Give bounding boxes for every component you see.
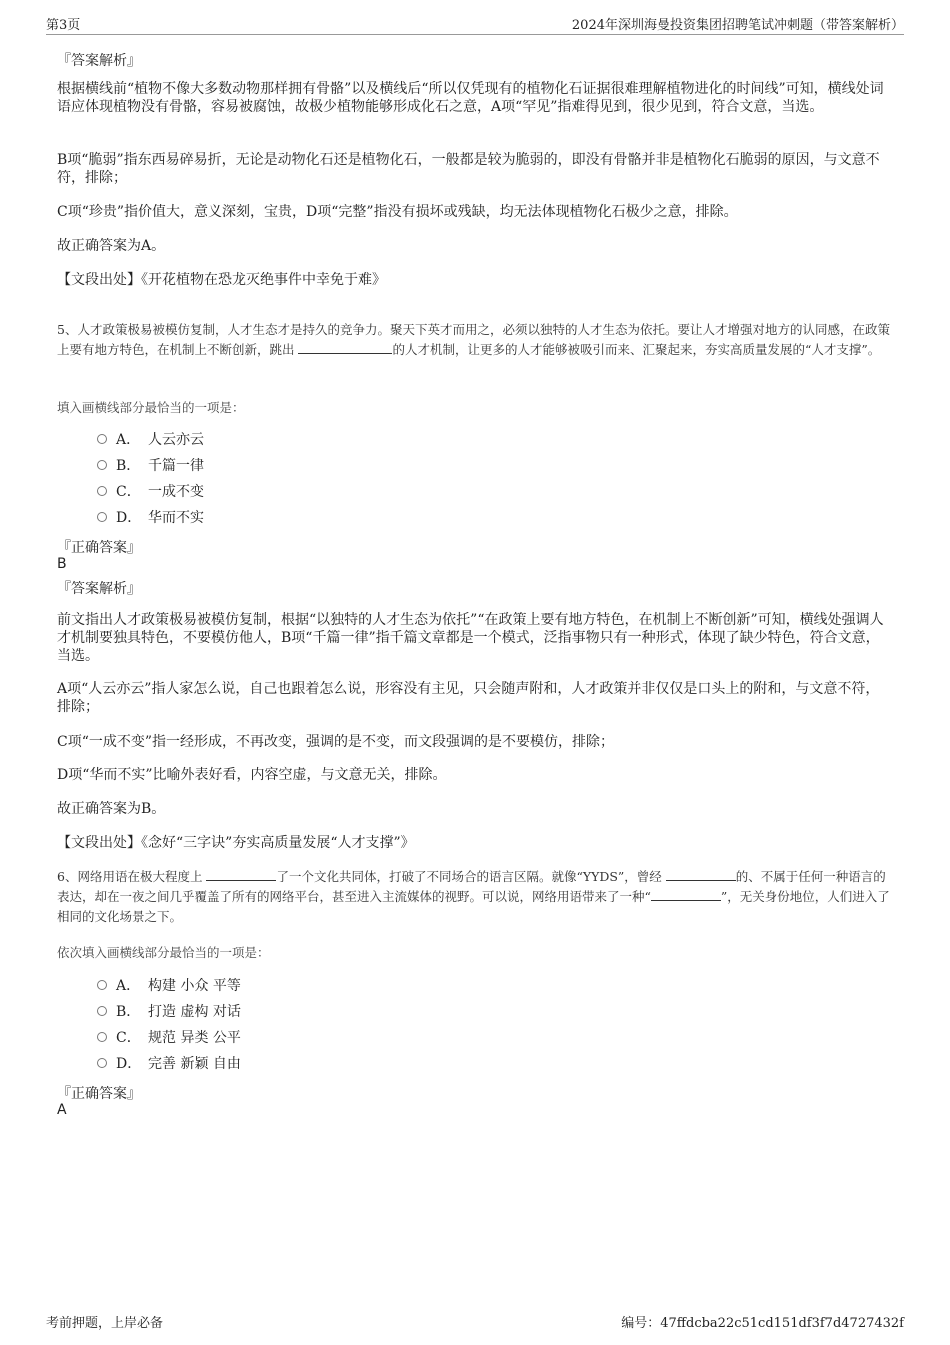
document-code: 编号：47ffdcba22c51cd151df3f7d4727432f bbox=[621, 1316, 904, 1331]
q6-option-c[interactable]: C． 规范 异类 公平 bbox=[97, 1028, 241, 1048]
q5-answer-title: 『正确答案』 bbox=[57, 540, 141, 556]
radio-icon[interactable] bbox=[97, 1032, 107, 1042]
q5-analysis-para: A项“人云亦云”指人家怎么说，自己也跟着怎么说，形容没有主见，只会随声附和，人才政策并非仅仅是口头上的附和，与文意不符，排除； bbox=[57, 681, 880, 715]
q6-blank-1 bbox=[206, 868, 276, 881]
q6-option-d[interactable]: D． 完善 新颖 自由 bbox=[97, 1054, 241, 1074]
q4-analysis-para: B项“脆弱”指东西易碎易折，无论是动物化石还是植物化石，一般都是较为脆弱的，即没有骨骼并非是植物化石脆弱的原因，与文意不符，排除； bbox=[57, 152, 880, 186]
q5-answer-value: B bbox=[57, 556, 67, 572]
q5-question-text: 5、人才政策极易被模仿复制，人才生态才是持久的竞争力。聚天下英才而用之，必须以独特的人才生态为依托。要让人才增强对地方的认同感，在政策上要有地方特色，在机制上不断创新，跳出 的人才机制，让更多的人才能够被吸引而来、汇聚起来，夯实高质量发展的“人才支撑”。 bbox=[57, 322, 890, 357]
page-footer bbox=[46, 1312, 904, 1334]
q6-question-text: 6、网络用语在极大程度上 了一个文化共同体，打破了不同场合的语言区隔。就像“YYDS”，曾经 的、不属于任何一种语言的表达，却在一夜之间几乎覆盖了所有的网络平台，甚至进入主流媒体的视野。可以说，网络用语带来了一种“ ”，无关身份地位，人们进入了相同的文化场景之下。 bbox=[57, 869, 890, 924]
document-title: 2024年深圳海曼投资集团招聘笔试冲刺题（带答案解析） bbox=[571, 18, 904, 33]
q5-blank bbox=[298, 341, 392, 354]
q5-analysis-title: 『答案解析』 bbox=[57, 581, 141, 597]
page-header bbox=[46, 14, 904, 35]
q4-analysis-para: C项“珍贵”指价值大，意义深刻，宝贵，D项“完整”指没有损坏或残缺，均无法体现植物化石极少之意，排除。 bbox=[57, 204, 738, 220]
q5-analysis-para: 故正确答案为B。 bbox=[57, 801, 166, 817]
q6-prompt: 依次填入画横线部分最恰当的一项是： bbox=[57, 945, 270, 960]
q4-analysis-title: 『答案解析』 bbox=[57, 53, 141, 69]
q6-blank-2 bbox=[666, 868, 736, 881]
radio-icon[interactable] bbox=[97, 980, 107, 990]
q5-analysis-para: C项“一成不变”指一经形成，不再改变，强调的是不变，而文段强调的是不要模仿，排除； bbox=[57, 734, 615, 750]
q5-prompt: 填入画横线部分最恰当的一项是： bbox=[57, 400, 245, 415]
q5-analysis-para: D项“华而不实”比喻外表好看，内容空虚，与文意无关，排除。 bbox=[57, 767, 447, 783]
q5-analysis-para: 前文指出人才政策极易被模仿复制，根据“以独特的人才生态为依托”“在政策上要有地方特色，在机制上不断创新”可知，横线处强调人才机制要独具特色，不要模仿他人，B项“千篇一律”指千篇文章都是一个模式，泛指事物只有一种形式，体现了缺少特色，符合文意，当选。 bbox=[57, 612, 884, 664]
radio-icon[interactable] bbox=[97, 1006, 107, 1016]
footer-slogan: 考前押题，上岸必备 bbox=[46, 1316, 164, 1331]
q5-option-a[interactable]: A． 人云亦云 bbox=[97, 430, 204, 450]
q4-source: 【文段出处】《开花植物在恐龙灭绝事件中幸免于难》 bbox=[57, 272, 386, 288]
page-number: 第3页 bbox=[46, 18, 81, 33]
q5-source: 【文段出处】《念好“三字诀”夯实高质量发展“人才支撑”》 bbox=[57, 835, 415, 851]
radio-icon[interactable] bbox=[97, 434, 107, 444]
q6-option-b[interactable]: B． 打造 虚构 对话 bbox=[97, 1002, 241, 1022]
radio-icon[interactable] bbox=[97, 486, 107, 496]
radio-icon[interactable] bbox=[97, 1058, 107, 1068]
q6-answer-title: 『正确答案』 bbox=[57, 1086, 141, 1102]
radio-icon[interactable] bbox=[97, 512, 107, 522]
q6-option-a[interactable]: A． 构建 小众 平等 bbox=[97, 976, 241, 996]
q6-answer-value: A bbox=[57, 1102, 67, 1118]
q4-analysis-para: 故正确答案为A。 bbox=[57, 238, 166, 254]
q5-option-c[interactable]: C． 一成不变 bbox=[97, 482, 204, 502]
q5-option-d[interactable]: D． 华而不实 bbox=[97, 508, 204, 528]
q4-analysis-para: 根据横线前“植物不像大多数动物那样拥有骨骼”以及横线后“所以仅凭现有的植物化石证据很难理解植物进化的时间线”可知，横线处词语应体现植物没有骨骼，容易被腐蚀，故极少植物能够形成化石之意，A项“罕见”指难得见到，很少见到，符合文意，当选。 bbox=[57, 81, 884, 115]
radio-icon[interactable] bbox=[97, 460, 107, 470]
q6-blank-3 bbox=[651, 888, 721, 901]
q5-option-b[interactable]: B． 千篇一律 bbox=[97, 456, 204, 476]
